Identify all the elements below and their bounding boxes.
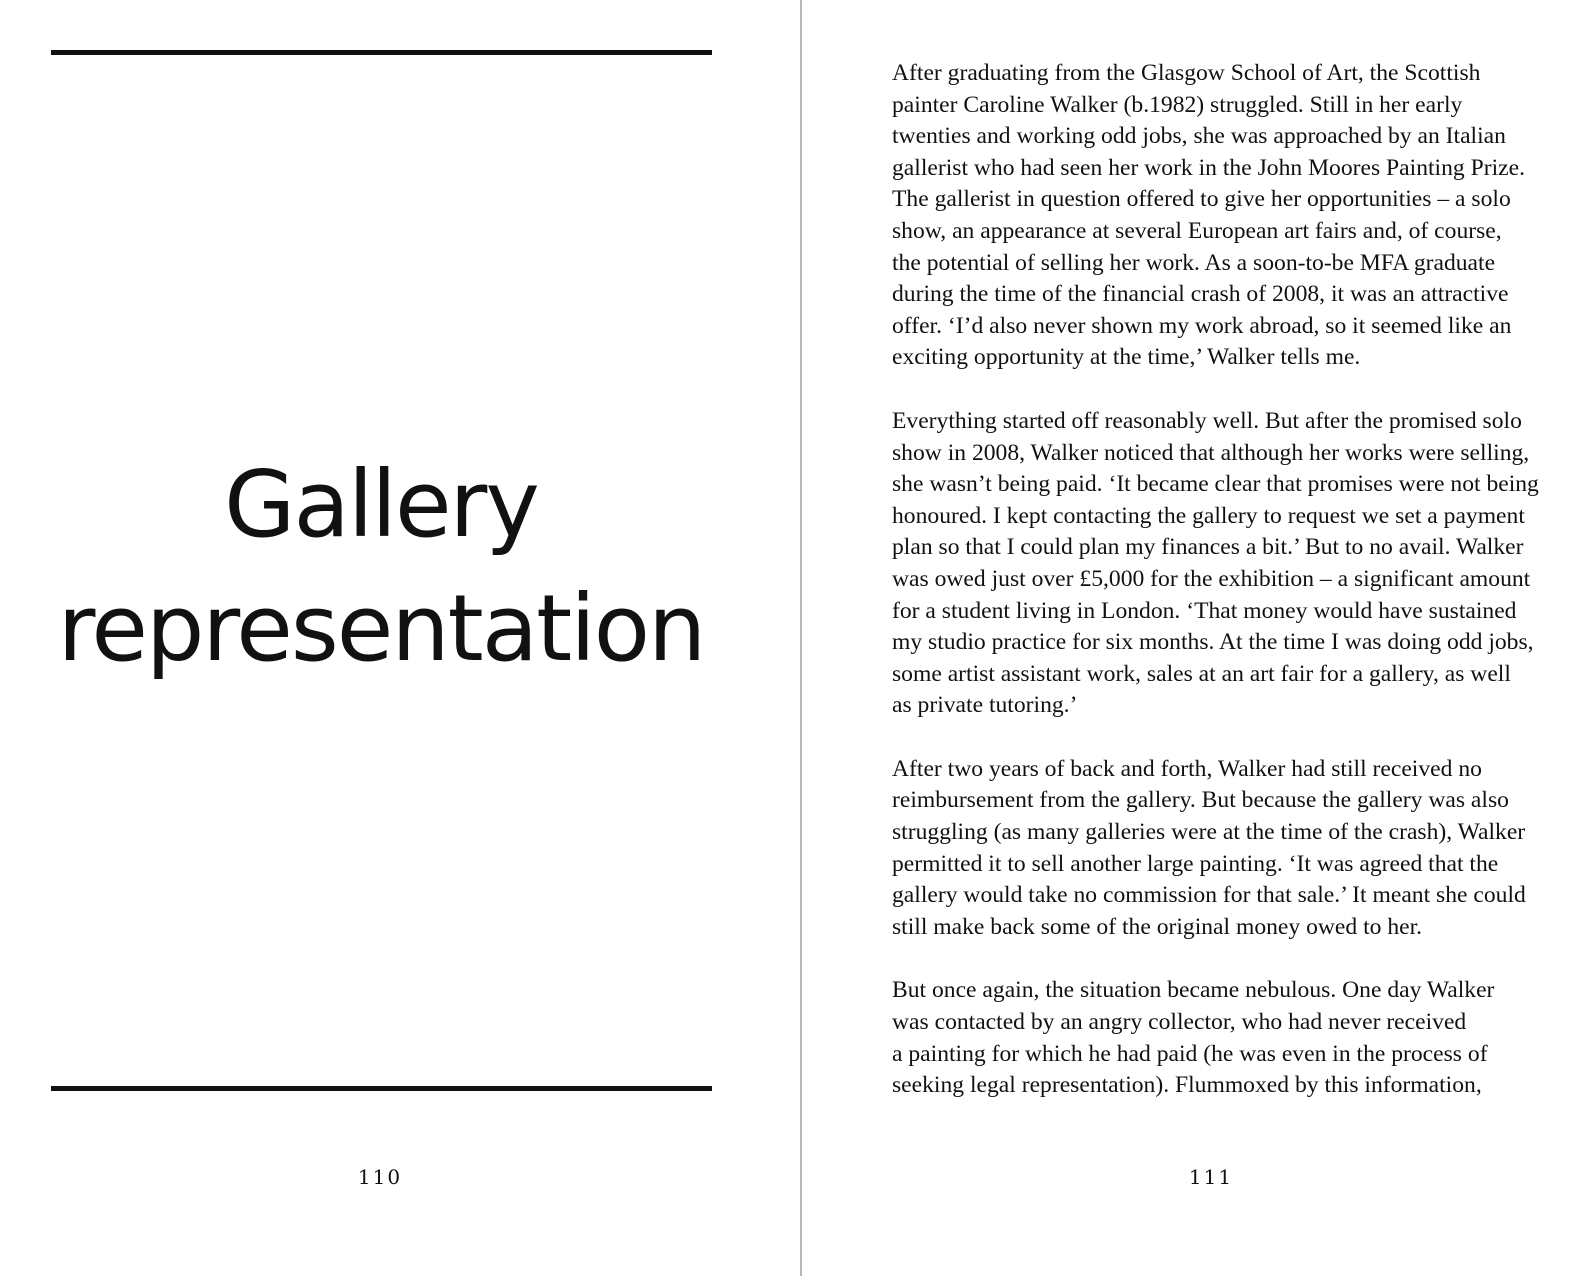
paragraph	[892, 406, 1562, 722]
paragraph	[892, 754, 1562, 944]
text-line: gallerist who had seen her work in the John Moores Painting Prize.	[892, 154, 1525, 181]
right-page	[801, 0, 1596, 1276]
text-line: some artist assistant work, sales at an art fair for a gallery, as well	[892, 660, 1511, 687]
text-line: still make back some of the original money owed to her.	[892, 913, 1423, 940]
text-line: plan so that I could plan my finances a bit.’ But to no avail. Walker	[892, 534, 1524, 561]
text-line: struggling (as many galleries were at the time of the crash), Walker	[892, 819, 1526, 846]
text-line: After two years of back and forth, Walker had still received no	[892, 755, 1482, 782]
text-line: was owed just over £5,000 for the exhibition – a significant amount	[892, 565, 1531, 592]
bottom-rule	[51, 1086, 712, 1091]
text-line: But once again, the situation became nebulous. One day Walker	[892, 977, 1495, 1004]
text-line: reimbursement from the gallery. But because the gallery was also	[892, 787, 1509, 814]
text-line: gallery would take no commission for that sale.’ It meant she could	[892, 882, 1526, 909]
text-line: offer. ‘I’d also never shown my work abroad, so it seemed like an	[892, 312, 1512, 339]
text-line: twenties and working odd jobs, she was approached by an Italian	[892, 123, 1506, 150]
text-line: After graduating from the Glasgow School of Art, the Scottish	[892, 60, 1481, 86]
text-line: as private tutoring.’	[892, 692, 1078, 719]
text-line: The gallerist in question offered to give her opportunities – a solo	[892, 186, 1511, 213]
text-line: exciting opportunity at the time,’ Walker tells me.	[892, 344, 1361, 371]
text-line: a painting for which he had paid (he was even in the process of	[892, 1040, 1488, 1067]
chapter-title-line: representation	[57, 575, 705, 682]
text-line: she wasn’t being paid. ‘It became clear that promises were not being	[892, 471, 1539, 498]
text-line: Everything started off reasonably well. But after the promised solo	[892, 407, 1522, 434]
paragraph	[892, 58, 1562, 374]
top-rule	[51, 50, 712, 55]
chapter-title-line: Gallery	[224, 451, 538, 558]
page-number-left: 110	[357, 1165, 403, 1189]
body-text	[892, 58, 1562, 1134]
text-line: the potential of selling her work. As a soon-to-be MFA graduate	[892, 249, 1496, 276]
text-line: for a student living in London. ‘That money would have sustained	[892, 597, 1517, 624]
text-line: show, an appearance at several European art fairs and, of course,	[892, 217, 1502, 244]
text-line: my studio practice for six months. At the time I was doing odd jobs,	[892, 629, 1534, 656]
text-line: during the time of the financial crash of 2008, it was an attractive	[892, 281, 1509, 308]
text-line: permitted it to sell another large painting. ‘It was agreed that the	[892, 850, 1499, 877]
text-line: show in 2008, Walker noticed that although her works were selling,	[892, 439, 1530, 466]
text-line: painter Caroline Walker (b.1982) struggled. Still in her early	[892, 91, 1463, 118]
text-line: seeking legal representation). Flummoxed by this information,	[892, 1072, 1482, 1099]
chapter-title	[0, 443, 762, 691]
page-number-right: 111	[1188, 1165, 1234, 1189]
paragraph	[892, 975, 1562, 1101]
text-line: was contacted by an angry collector, who had never received	[892, 1009, 1467, 1036]
text-line: honoured. I kept contacting the gallery to request we set a payment	[892, 502, 1525, 529]
